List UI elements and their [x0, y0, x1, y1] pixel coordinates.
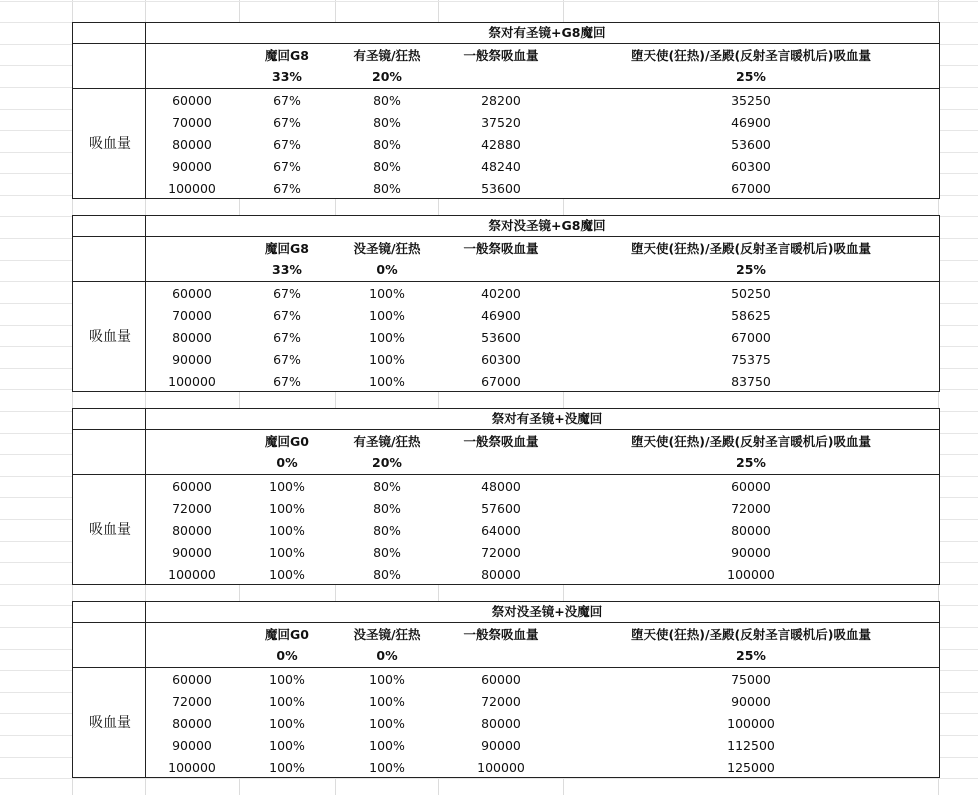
table-cell: 100000	[168, 374, 216, 389]
column-header: 魔回G8	[265, 48, 309, 63]
column-percent: 25%	[736, 648, 766, 663]
table-cell: 100%	[269, 479, 305, 494]
table-cell: 100%	[269, 545, 305, 560]
column-header: 一般祭吸血量	[463, 241, 539, 256]
column-percent: 33%	[272, 262, 302, 277]
table-cell: 100%	[269, 738, 305, 753]
table-cell: 80000	[172, 330, 212, 345]
table-cell: 64000	[481, 523, 521, 538]
column-percent: 25%	[736, 455, 766, 470]
column-header: 一般祭吸血量	[463, 627, 539, 642]
table-cell: 100%	[369, 374, 405, 389]
table-cell: 83750	[731, 374, 771, 389]
column-header: 魔回G8	[265, 241, 309, 256]
table-cell: 80%	[373, 567, 401, 582]
table-cell: 60300	[731, 159, 771, 174]
table-cell: 58625	[731, 308, 771, 323]
table-cell: 53600	[481, 330, 521, 345]
table-cell: 90000	[172, 738, 212, 753]
table-block-2	[72, 215, 940, 392]
table-cell: 75375	[731, 352, 771, 367]
table-cell: 100%	[369, 330, 405, 345]
table-cell: 100%	[369, 760, 405, 775]
table-cell: 46900	[731, 115, 771, 130]
table-cell: 28200	[481, 93, 521, 108]
column-percent: 20%	[372, 455, 402, 470]
data-divider	[73, 474, 939, 475]
column-percent: 0%	[276, 455, 298, 470]
table-title: 祭对没圣镜+G8魔回	[488, 218, 606, 233]
table-cell: 60000	[731, 479, 771, 494]
table-cell: 80000	[172, 523, 212, 538]
table-cell: 67%	[273, 115, 301, 130]
table-cell: 100%	[269, 672, 305, 687]
table-cell: 80%	[373, 93, 401, 108]
table-cell: 80%	[373, 545, 401, 560]
table-cell: 40200	[481, 286, 521, 301]
table-cell: 60000	[172, 286, 212, 301]
header-divider	[73, 43, 939, 44]
data-divider	[73, 281, 939, 282]
data-divider	[73, 667, 939, 668]
column-header: 有圣镜/狂热	[353, 434, 421, 449]
table-cell: 67%	[273, 286, 301, 301]
row-group-label: 吸血量	[89, 136, 131, 152]
row-group-label: 吸血量	[89, 329, 131, 345]
table-cell: 67000	[731, 330, 771, 345]
table-cell: 112500	[727, 738, 775, 753]
table-cell: 90000	[481, 738, 521, 753]
table-cell: 100%	[269, 694, 305, 709]
header-divider	[73, 429, 939, 430]
table-cell: 100%	[369, 738, 405, 753]
column-percent	[456, 259, 546, 281]
table-cell: 100%	[369, 286, 405, 301]
row-label-divider	[145, 216, 146, 392]
table-cell: 46900	[481, 308, 521, 323]
table-cell: 80%	[373, 159, 401, 174]
table-cell: 72000	[731, 501, 771, 516]
column-percent: 33%	[272, 69, 302, 84]
table-cell: 100000	[168, 760, 216, 775]
table-cell: 67%	[273, 159, 301, 174]
table-cell: 53600	[481, 181, 521, 196]
column-header: 堕天使(狂热)/圣殿(反射圣言暖机后)吸血量	[631, 434, 871, 449]
table-cell: 100%	[269, 760, 305, 775]
data-divider	[73, 88, 939, 89]
table-cell: 100%	[269, 501, 305, 516]
column-percent	[456, 66, 546, 88]
table-cell: 100000	[727, 567, 775, 582]
table-cell: 80%	[373, 115, 401, 130]
table-cell: 80000	[172, 137, 212, 152]
column-header: 堕天使(狂热)/圣殿(反射圣言暖机后)吸血量	[631, 627, 871, 642]
table-cell: 125000	[727, 760, 775, 775]
table-cell: 80000	[731, 523, 771, 538]
table-cell: 67%	[273, 374, 301, 389]
table-cell: 72000	[172, 694, 212, 709]
table-cell: 72000	[481, 545, 521, 560]
table-title: 祭对没圣镜+没魔回	[491, 604, 603, 619]
table-cell: 48240	[481, 159, 521, 174]
column-header: 魔回G0	[265, 627, 309, 642]
column-header: 堕天使(狂热)/圣殿(反射圣言暖机后)吸血量	[631, 48, 871, 63]
column-percent: 0%	[376, 648, 398, 663]
table-cell: 100000	[168, 181, 216, 196]
table-cell: 60000	[172, 479, 212, 494]
row-group-label: 吸血量	[89, 715, 131, 731]
table-cell: 100%	[369, 672, 405, 687]
table-cell: 100%	[369, 694, 405, 709]
table-cell: 70000	[172, 308, 212, 323]
table-cell: 67%	[273, 352, 301, 367]
table-cell: 100%	[269, 523, 305, 538]
column-header: 没圣镜/狂热	[353, 627, 421, 642]
column-percent: 20%	[372, 69, 402, 84]
table-cell: 80%	[373, 479, 401, 494]
table-cell: 100000	[477, 760, 525, 775]
column-percent: 0%	[276, 648, 298, 663]
column-percent: 25%	[736, 262, 766, 277]
header-divider	[73, 236, 939, 237]
column-percent: 25%	[736, 69, 766, 84]
column-header: 一般祭吸血量	[463, 434, 539, 449]
table-cell: 90000	[731, 545, 771, 560]
table-cell: 100%	[269, 567, 305, 582]
table-cell: 37520	[481, 115, 521, 130]
table-cell: 53600	[731, 137, 771, 152]
column-header: 有圣镜/狂热	[353, 48, 421, 63]
table-cell: 42880	[481, 137, 521, 152]
table-cell: 90000	[172, 159, 212, 174]
table-cell: 80000	[172, 716, 212, 731]
table-cell: 48000	[481, 479, 521, 494]
table-cell: 60000	[172, 93, 212, 108]
table-cell: 70000	[172, 115, 212, 130]
table-cell: 100%	[369, 308, 405, 323]
row-group-label: 吸血量	[89, 522, 131, 538]
table-block-1	[72, 22, 940, 199]
table-cell: 75000	[731, 672, 771, 687]
table-cell: 80%	[373, 501, 401, 516]
table-cell: 80%	[373, 523, 401, 538]
table-cell: 90000	[172, 352, 212, 367]
table-cell: 80%	[373, 181, 401, 196]
column-header: 一般祭吸血量	[463, 48, 539, 63]
table-cell: 67%	[273, 93, 301, 108]
table-cell: 60300	[481, 352, 521, 367]
table-cell: 57600	[481, 501, 521, 516]
table-cell: 67%	[273, 330, 301, 345]
table-cell: 90000	[172, 545, 212, 560]
column-percent	[456, 645, 546, 667]
row-label-divider	[145, 23, 146, 199]
table-block-4	[72, 601, 940, 778]
table-cell: 72000	[481, 694, 521, 709]
table-cell: 80000	[481, 567, 521, 582]
header-divider	[73, 622, 939, 623]
table-cell: 35250	[731, 93, 771, 108]
column-header: 堕天使(狂热)/圣殿(反射圣言暖机后)吸血量	[631, 241, 871, 256]
table-cell: 67000	[481, 374, 521, 389]
table-cell: 90000	[731, 694, 771, 709]
table-cell: 100%	[369, 716, 405, 731]
table-cell: 100000	[168, 567, 216, 582]
table-title: 祭对有圣镜+没魔回	[491, 411, 603, 426]
table-cell: 100%	[269, 716, 305, 731]
table-cell: 60000	[481, 672, 521, 687]
table-cell: 72000	[172, 501, 212, 516]
table-cell: 67000	[731, 181, 771, 196]
table-title: 祭对有圣镜+G8魔回	[488, 25, 606, 40]
row-label-divider	[145, 602, 146, 778]
column-header: 没圣镜/狂热	[353, 241, 421, 256]
table-cell: 80000	[481, 716, 521, 731]
row-label-divider	[145, 409, 146, 585]
column-header: 魔回G0	[265, 434, 309, 449]
table-cell: 50250	[731, 286, 771, 301]
table-cell: 100%	[369, 352, 405, 367]
column-percent: 0%	[376, 262, 398, 277]
table-cell: 80%	[373, 137, 401, 152]
column-percent	[456, 452, 546, 474]
table-cell: 67%	[273, 137, 301, 152]
table-cell: 67%	[273, 181, 301, 196]
table-cell: 60000	[172, 672, 212, 687]
table-block-3	[72, 408, 940, 585]
table-cell: 67%	[273, 308, 301, 323]
table-cell: 100000	[727, 716, 775, 731]
